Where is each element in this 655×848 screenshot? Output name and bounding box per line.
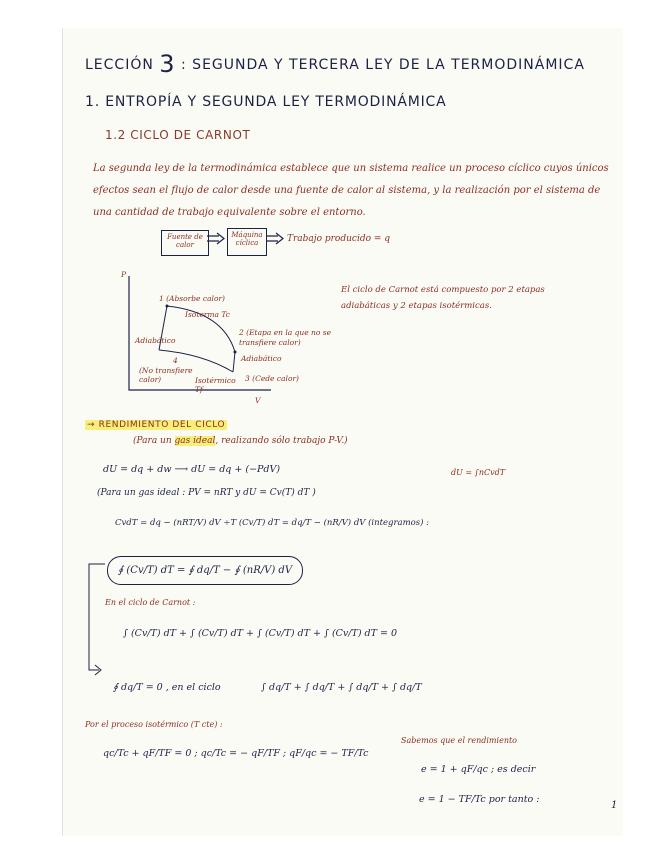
equation-2: (Para un gas ideal : PV = nRT y dU = Cv(T) dT ) <box>97 488 316 498</box>
equation-1-note: dU = ∫nCvdT <box>451 468 506 477</box>
state-4-label: 4 <box>173 356 178 365</box>
page-number: 1 <box>611 800 618 811</box>
isothermal-process-label: Por el proceso isotérmico (T cte) : <box>85 720 223 729</box>
equation-7: qc/Tc + qF/TF = 0 ; qc/Tc = − qF/TF ; qF/qc = − TF/Tc <box>103 748 369 759</box>
rendimiento-subtitle: (Para un gas ideal, realizando sólo trabajo P-V.) <box>133 436 348 446</box>
isotherm-tf-label: Isotérmico Tf <box>195 376 236 394</box>
adiabatic-right-label: Adiabático <box>241 354 282 363</box>
state-1-label: 1 (Absorbe calor) <box>159 294 225 303</box>
notebook-page <box>62 28 623 836</box>
equation-6: ∮ dq/T = 0 , en el ciclo <box>113 682 221 693</box>
work-produced-label: Trabajo producido = q <box>287 234 391 244</box>
subsection-heading: 1.2 CICLO DE CARNOT <box>105 128 251 142</box>
v-axis-label: V <box>255 396 261 405</box>
adiabatic-left-label: Adiabático <box>135 336 176 345</box>
rendimiento-title: → RENDIMIENTO DEL CICLO <box>87 420 226 430</box>
equation-3: CvdT = dq − (nRT/V) dV ÷T (Cv/T) dT = dq/T − (nR/V) dV (integramos) : <box>115 518 430 528</box>
efficiency-equation-1: e = 1 + qF/qc ; es decir <box>421 764 536 775</box>
equation-5: ∫ (Cv/T) dT + ∫ (Cv/T) dT + ∫ (Cv/T) dT + ∫ (Cv/T) dT = 0 <box>123 628 398 639</box>
carnot-note: El ciclo de Carnot está compuesto por 2 etapas adiabáticas y 2 etapas isotérmicas. <box>341 285 545 311</box>
equation-6b: ∫ dq/T + ∫ dq/T + ∫ dq/T + ∫ dq/T <box>261 682 422 693</box>
state-2-label: 2 (Etapa en la que no se transfiere calor) <box>239 328 332 347</box>
lesson-number: 3 <box>159 50 176 78</box>
cyclic-machine-box <box>227 228 267 256</box>
section-heading: 1. ENTROPÍA Y SEGUNDA LEY TERMODINÁMICA <box>85 94 447 110</box>
lesson-title-rest: : SEGUNDA Y TERCERA LEY DE LA TERMODINÁMICA <box>181 57 585 73</box>
lesson-prefix: LECCIÓN <box>85 57 154 73</box>
cyclic-machine-label: Máquina cíclica <box>231 231 263 247</box>
isotherm-tc-label: Isoterma Tc <box>185 310 230 319</box>
rendimiento-heading <box>85 420 227 430</box>
no-transfer-label: (No transfiere calor) <box>139 366 193 384</box>
intro-paragraph: La segunda ley de la termodinámica establece que un sistema realice un proceso cíclico cuyos únicos efectos sean el flujo de calor desde una fuente de calor al sistema, y la realización por el sistema de una cantidad de trabajo equivalente sobre el entorno. <box>93 163 609 218</box>
flow-arrow-1 <box>207 232 227 246</box>
carnot-cycle-label: En el ciclo de Carnot : <box>105 598 196 607</box>
efficiency-equation-2: e = 1 − TF/Tc por tanto : <box>419 794 540 805</box>
heat-source-box <box>161 230 209 256</box>
state-3-label: 3 (Cede calor) <box>245 374 299 383</box>
gas-ideal-highlight: gas ideal <box>174 436 216 446</box>
heat-source-label: Fuente de calor <box>167 233 203 249</box>
flow-arrow-2 <box>266 232 286 246</box>
efficiency-note: Sabemos que el rendimiento <box>401 736 517 745</box>
equation-1: dU = dq + dw ⟶ dU = dq + (−PdV) <box>103 464 281 475</box>
p-axis-label: P <box>121 270 127 279</box>
equation-4: ∮ (Cv/T) dT = ∮ dq/T − ∮ (nR/V) dV <box>107 556 303 585</box>
lesson-title <box>85 50 585 78</box>
